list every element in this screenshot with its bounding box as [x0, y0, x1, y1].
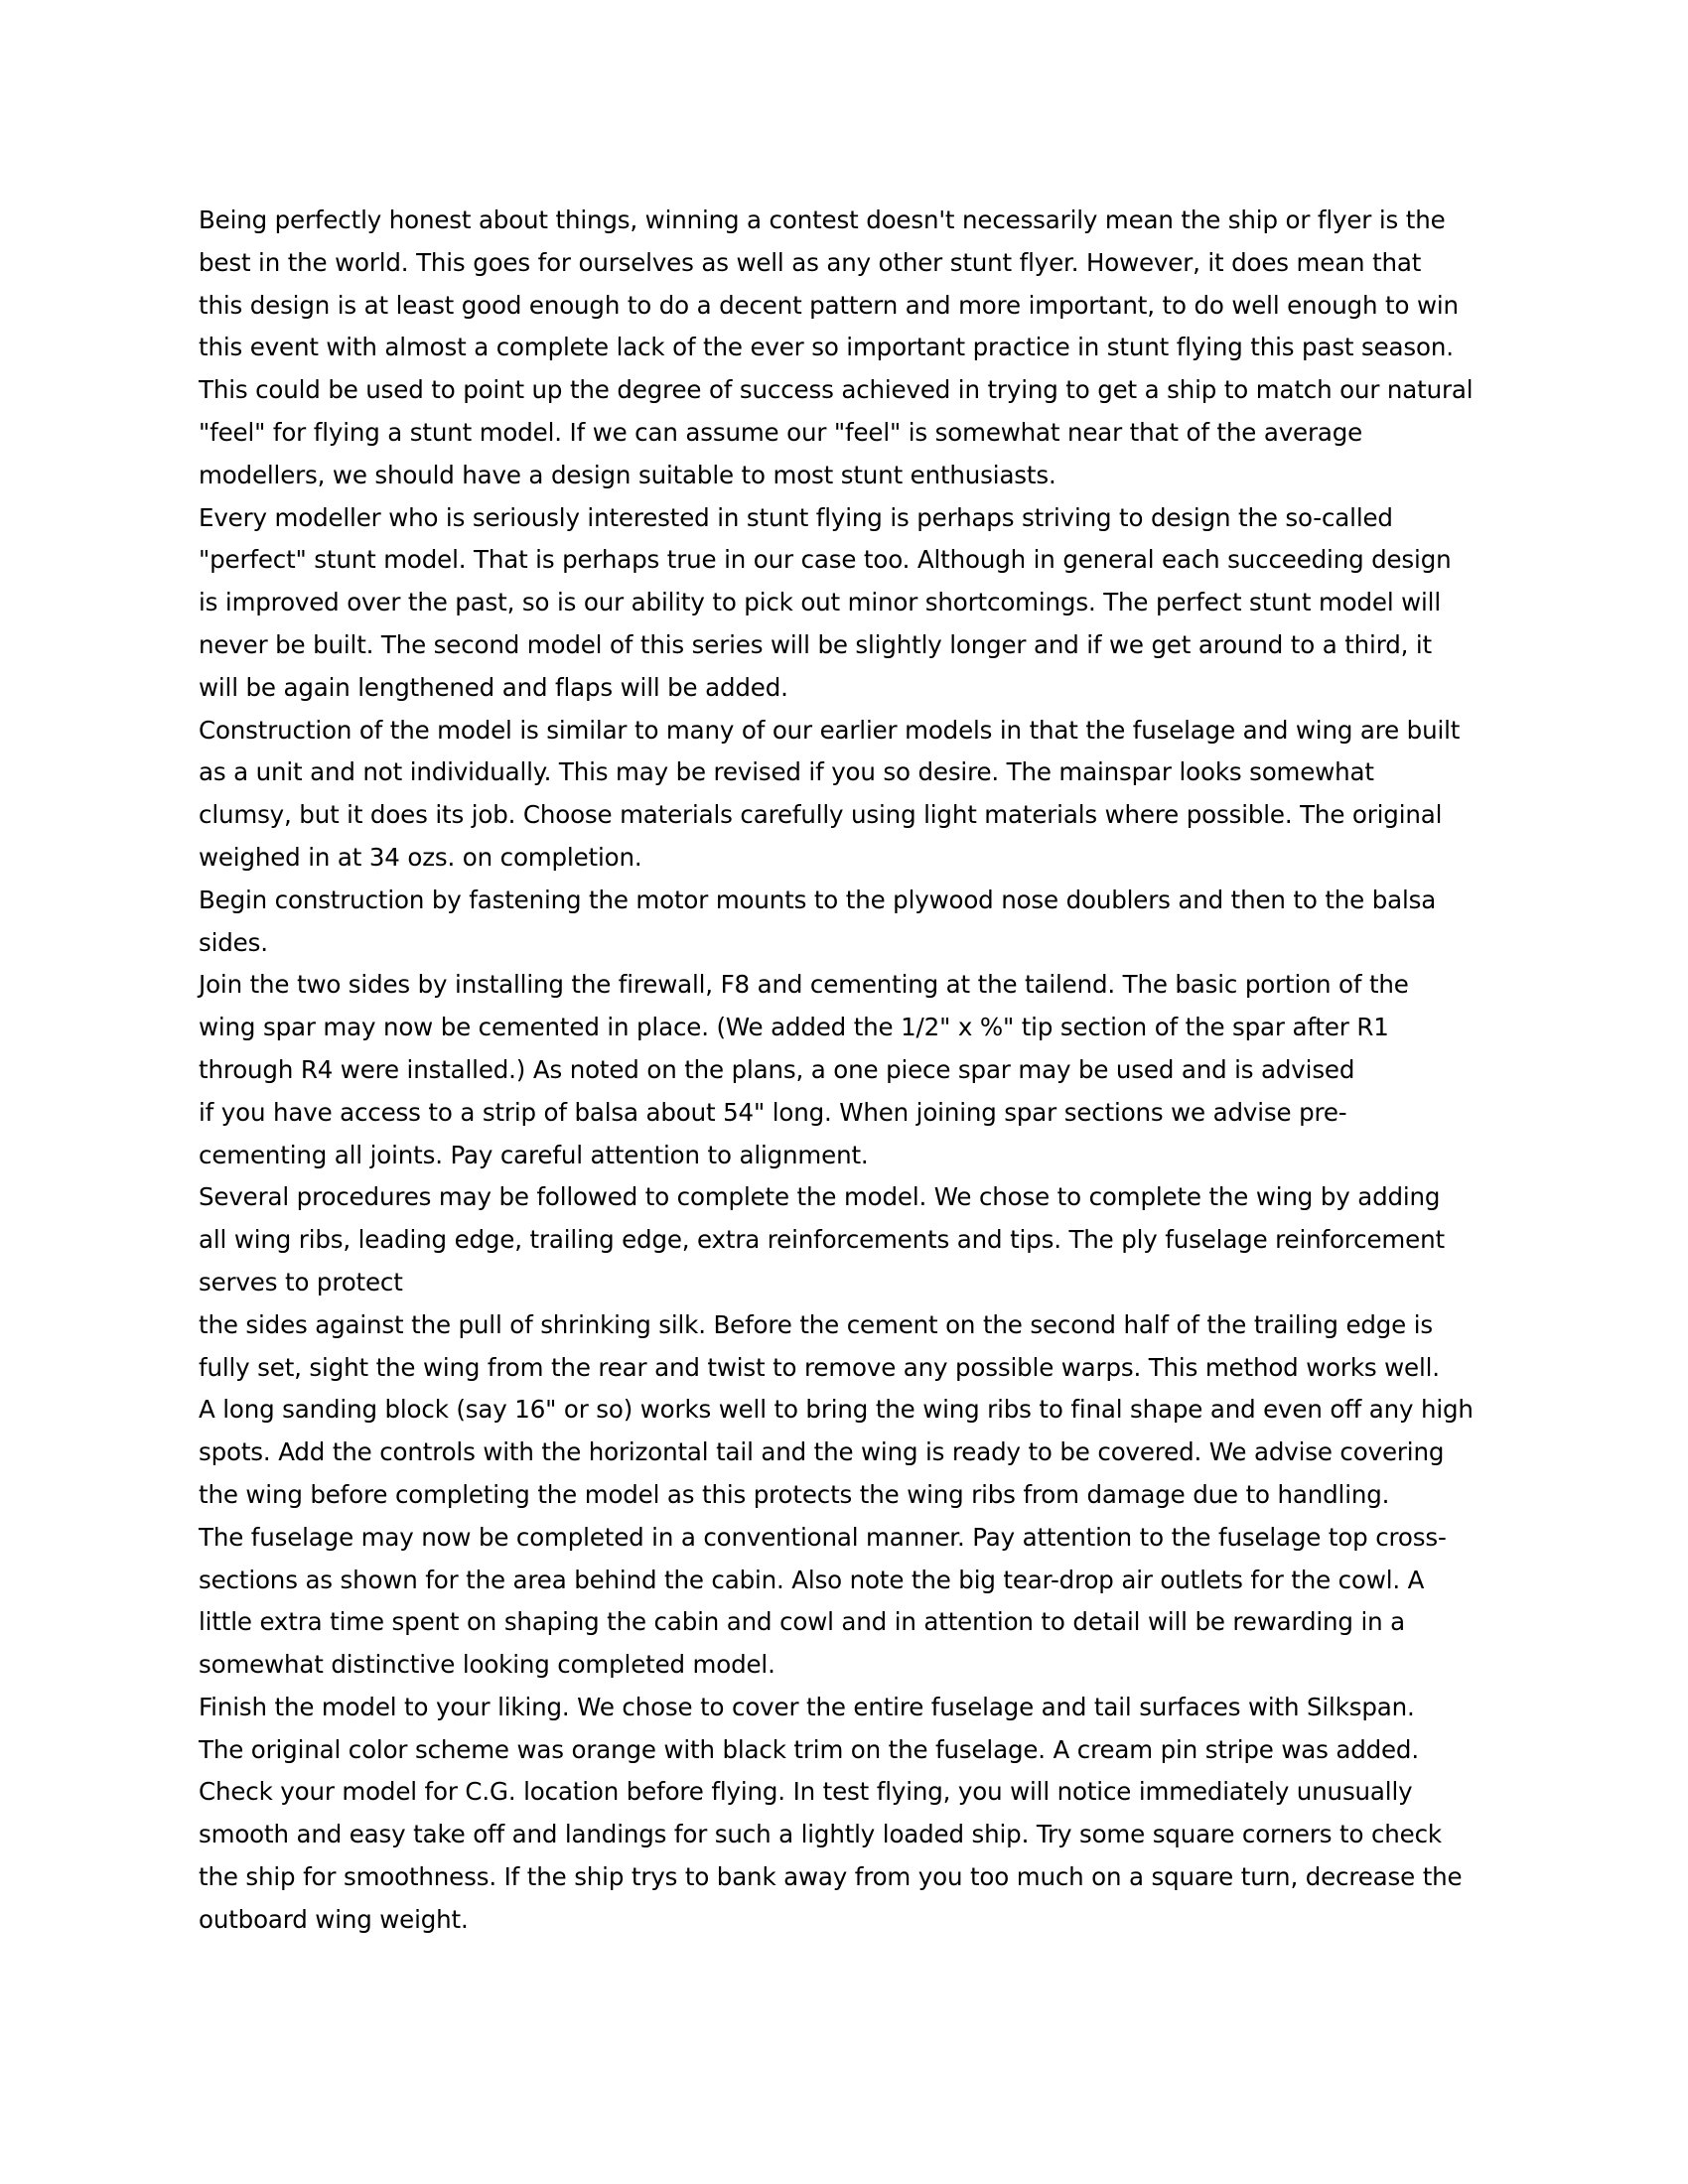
- text-line: this event with almost a complete lack of the ever so important practice in stunt flying this past season.: [199, 333, 1454, 362]
- text-line: best in the world. This goes for ourselves as well as any other stunt flyer. However, it does mean that: [199, 247, 1422, 277]
- text-line: this design is at least good enough to do a decent pattern and more important, to do well enough to win: [199, 290, 1459, 320]
- text-line: somewhat distinctive looking completed model.: [199, 1650, 775, 1680]
- text-line: never be built. The second model of this series will be slightly longer and if we get around to a third, it: [199, 629, 1432, 659]
- text-line: This could be used to point up the degree of success achieved in trying to get a ship to match our natural: [199, 375, 1474, 405]
- text-line: fully set, sight the wing from the rear and twist to remove any possible warps. This method works well.: [199, 1352, 1440, 1382]
- text-line: outboard wing weight.: [199, 1904, 469, 1934]
- text-line: the sides against the pull of shrinking silk. Before the cement on the second half of the trailing edge is: [199, 1309, 1434, 1339]
- text-line: "perfect" stunt model. That is perhaps true in our case too. Although in general each succeeding design: [199, 545, 1452, 575]
- text-line: as a unit and not individually. This may be revised if you so desire. The mainspar looks somewhat: [199, 757, 1374, 787]
- text-line: if you have access to a strip of balsa about 54" long. When joining spar sections we advise pre-: [199, 1097, 1347, 1127]
- text-line: Every modeller who is seriously interested in stunt flying is perhaps striving to design the so-called: [199, 502, 1393, 532]
- text-line: little extra time spent on shaping the cabin and cowl and in attention to detail will be rewarding in a: [199, 1607, 1405, 1637]
- text-line: Construction of the model is similar to many of our earlier models in that the fuselage and wing are built: [199, 715, 1461, 745]
- text-line: weighed in at 34 ozs. on completion.: [199, 842, 642, 872]
- text-line: spots. Add the controls with the horizontal tail and the wing is ready to be covered. We advise covering: [199, 1437, 1445, 1467]
- text-line: modellers, we should have a design suitable to most stunt enthusiasts.: [199, 460, 1056, 489]
- text-line: Several procedures may be followed to complete the model. We chose to complete the wing by adding: [199, 1182, 1441, 1212]
- text-line: will be again lengthened and flaps will be added.: [199, 672, 788, 702]
- text-line: sides.: [199, 927, 268, 957]
- text-line: The original color scheme was orange with black trim on the fuselage. A cream pin stripe was added.: [199, 1734, 1419, 1764]
- text-line: Begin construction by fastening the motor mounts to the plywood nose doublers and then to the balsa: [199, 885, 1437, 914]
- text-line: serves to protect: [199, 1267, 403, 1297]
- text-line: "feel" for flying a stunt model. If we can assume our "feel" is somewhat near that of the average: [199, 417, 1363, 447]
- text-line: smooth and easy take off and landings for such a lightly loaded ship. Try some square corners to check: [199, 1820, 1442, 1849]
- text-line: sections as shown for the area behind the cabin. Also note the big tear-drop air outlets for the cowl. A: [199, 1565, 1425, 1594]
- text-line: Finish the model to your liking. We chose to cover the entire fuselage and tail surfaces with Silkspan.: [199, 1692, 1415, 1721]
- text-line: Check your model for C.G. location before flying. In test flying, you will notice immediately unusually: [199, 1777, 1413, 1807]
- body-text: [199, 200, 1509, 1942]
- text-line: wing spar may now be cemented in place. (We added the 1/2" x %" tip section of the spar after R1: [199, 1013, 1389, 1042]
- text-line: Being perfectly honest about things, winning a contest doesn't necessarily mean the ship or flyer is the: [199, 205, 1446, 234]
- text-line: the wing before completing the model as this protects the wing ribs from damage due to handling.: [199, 1479, 1390, 1509]
- text-line: through R4 were installed.) As noted on the plans, a one piece spar may be used and is advised: [199, 1054, 1355, 1084]
- text-line: Join the two sides by installing the firewall, F8 and cementing at the tailend. The basic portion of the: [199, 970, 1409, 1000]
- text-line: The fuselage may now be completed in a conventional manner. Pay attention to the fuselage top cross-: [199, 1522, 1447, 1552]
- text-line: clumsy, but it does its job. Choose materials carefully using light materials where possible. The original: [199, 800, 1443, 830]
- text-line: is improved over the past, so is our ability to pick out minor shortcomings. The perfect stunt model will: [199, 588, 1441, 617]
- text-line: cementing all joints. Pay careful attention to alignment.: [199, 1140, 869, 1169]
- text-line: the ship for smoothness. If the ship trys to bank away from you too much on a square turn, decrease the: [199, 1862, 1463, 1892]
- text-line: all wing ribs, leading edge, trailing edge, extra reinforcements and tips. The ply fuselage reinforcement: [199, 1225, 1445, 1255]
- text-line: A long sanding block (say 16" or so) works well to bring the wing ribs to final shape and even off any high: [199, 1395, 1474, 1425]
